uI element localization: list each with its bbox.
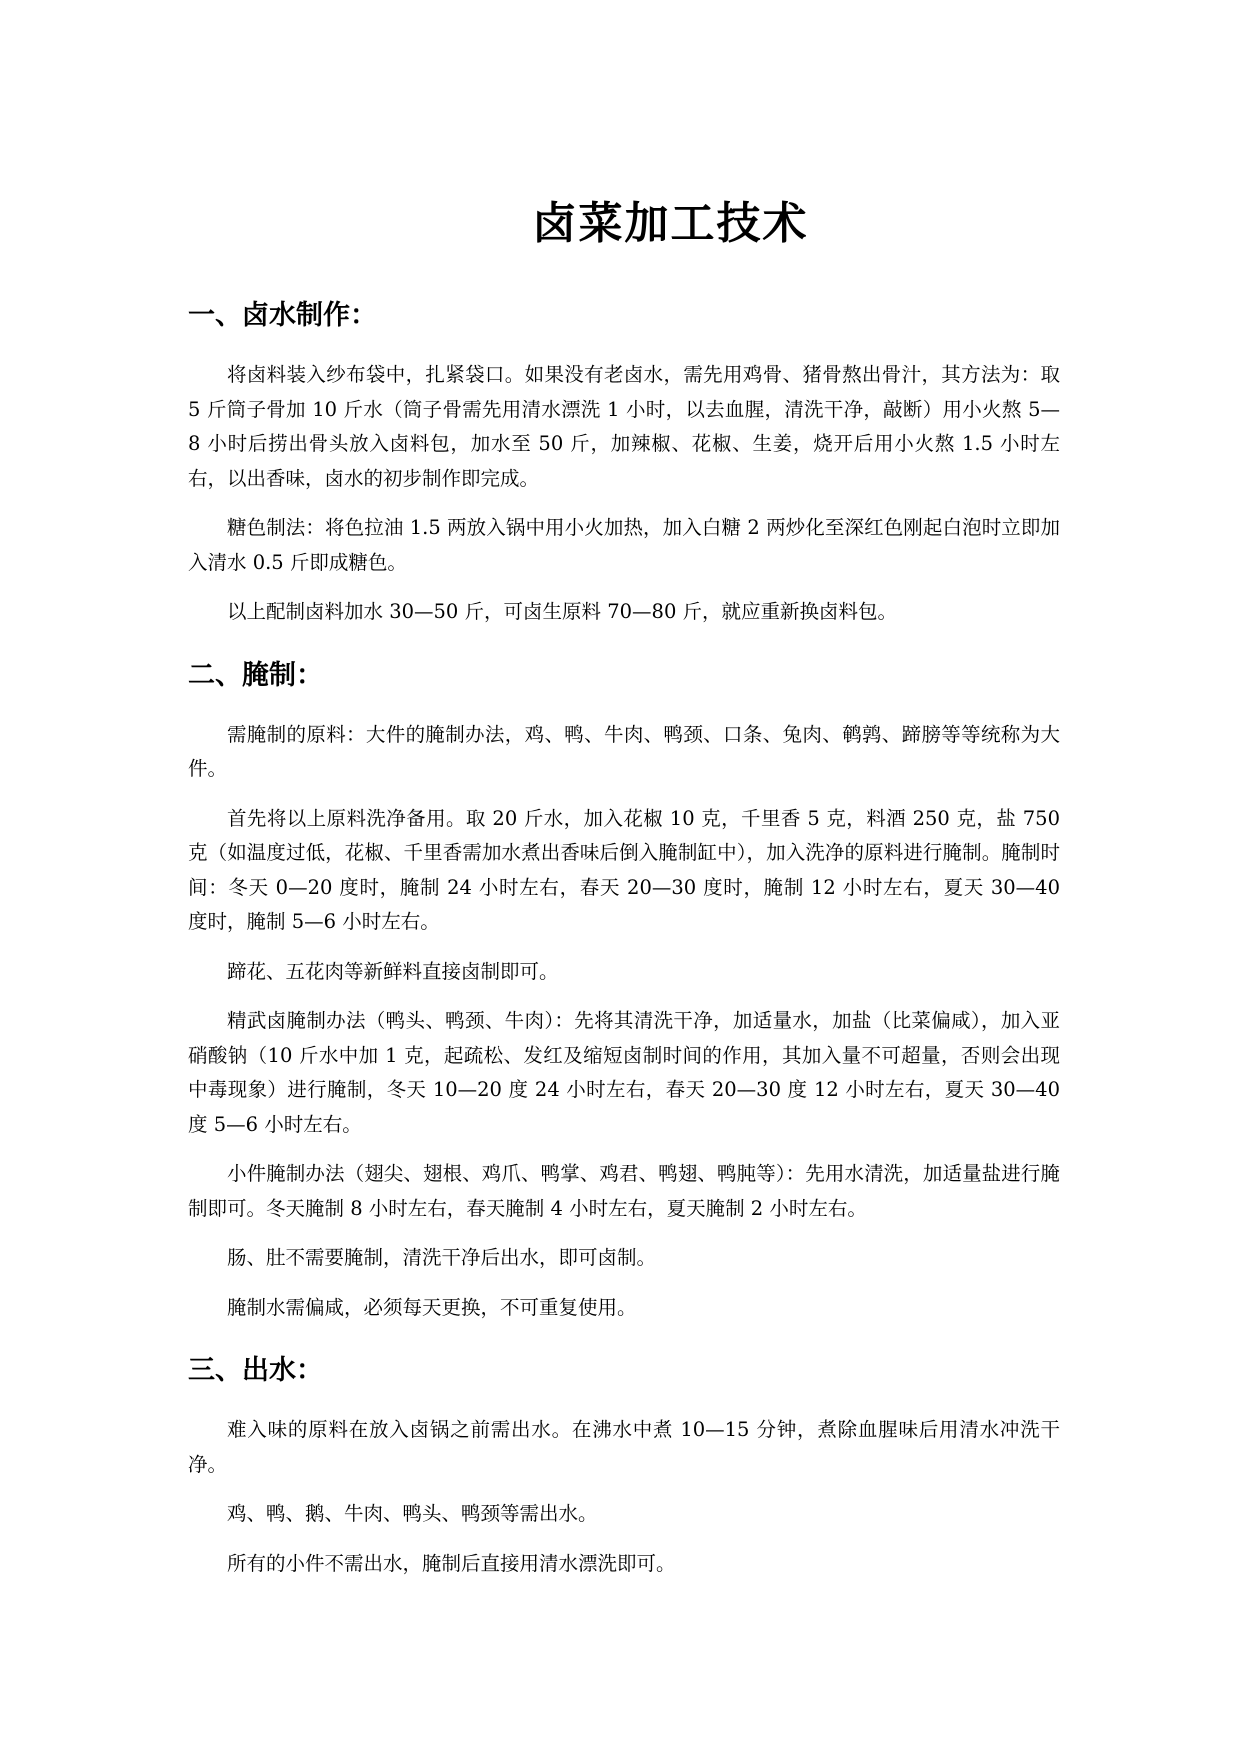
- document-body: [188, 296, 1060, 1596]
- paragraph: 以上配制卤料加水 30—50 斤，可卤生原料 70—80 斤，就应重新换卤料包。: [227, 600, 898, 623]
- paragraph: 腌制水需偏咸，必须每天更换，不可重复使用。: [227, 1295, 637, 1319]
- section-heading: 二、腌制：: [188, 659, 323, 691]
- paragraph: 蹄花、五花肉等新鲜料直接卤制即可。: [227, 959, 559, 983]
- paragraph: 鸡、鸭、鹅、牛肉、鸭头、鸭颈等需出水。: [227, 1502, 598, 1525]
- section-heading: 一、卤水制作：: [188, 300, 377, 331]
- paragraph: 精武卤腌制办法（鸭头、鸭颈、牛肉）：先将其清洗干净，加适量水，加盐（比菜偏咸），加入亚硝酸钠（10 斤水中加 1 克，起疏松、发红及缩短卤制时间的作用，其加入量不可超量，否则会出现中毒现象）进行腌制，冬天 10—20 度 24 小时左右，春天 20—30 度 12 小时左右，夏天 30—40 度 5—6 小时左右。: [188, 1009, 1060, 1136]
- paragraph: 首先将以上原料洗净备用。取 20 斤水，加入花椒 10 克，千里香 5 克，料酒 250 克，盐 750 克（如温度过低，花椒、千里香需加水煮出香味后倒入腌制缸中），加入洗净的原料进行腌制。腌制时间：冬天 0—20 度时，腌制 24 小时左右，春天 20—30 度时，腌制 12 小时左右，夏天 30—40 度时，腌制 5—6 小时左右。: [188, 806, 1060, 933]
- section-blanching: [188, 1351, 1060, 1581]
- paragraph: 将卤料装入纱布袋中，扎紧袋口。如果没有老卤水，需先用鸡骨、猪骨熬出骨汁，其方法为：取 5 斤筒子骨加 10 斤水（筒子骨需先用清水漂洗 1 小时，以去血腥，清洗干净，敲断）用小火熬 5—8 小时后捞出骨头放入卤料包，加水至 50 斤，加辣椒、花椒、生姜，烧开后用小火熬 1.5 小时左右，以出香味，卤水的初步制作即完成。: [188, 363, 1060, 490]
- paragraph: 糖色制法：将色拉油 1.5 两放入锅中用小火加热，加入白糖 2 两炒化至深红色刚起白泡时立即加入清水 0.5 斤即成糖色。: [188, 516, 1060, 574]
- paragraph: 肠、肚不需要腌制，清洗干净后出水，即可卤制。: [227, 1246, 657, 1269]
- section-heading: 三、出水：: [188, 1355, 323, 1386]
- section-brine: [188, 296, 1060, 630]
- document-title: 卤菜加工技术: [532, 198, 809, 249]
- paragraph: 小件腌制办法（翅尖、翅根、鸡爪、鸭掌、鸡君、鸭翅、鸭肫等）：先用水清洗，加适量盐进行腌制即可。冬天腌制 8 小时左右，春天腌制 4 小时左右，夏天腌制 2 小时左右。: [188, 1162, 1060, 1220]
- paragraph: 所有的小件不需出水，腌制后直接用清水漂洗即可。: [227, 1551, 676, 1575]
- paragraph: 难入味的原料在放入卤锅之前需出水。在沸水中煮 10—15 分钟，煮除血腥味后用清水冲洗干净。: [188, 1418, 1060, 1476]
- section-curing: [188, 656, 1060, 1326]
- paragraph: 需腌制的原料：大件的腌制办法，鸡、鸭、牛肉、鸭颈、口条、兔肉、鹌鹑、蹄膀等等统称为大件。: [188, 722, 1060, 780]
